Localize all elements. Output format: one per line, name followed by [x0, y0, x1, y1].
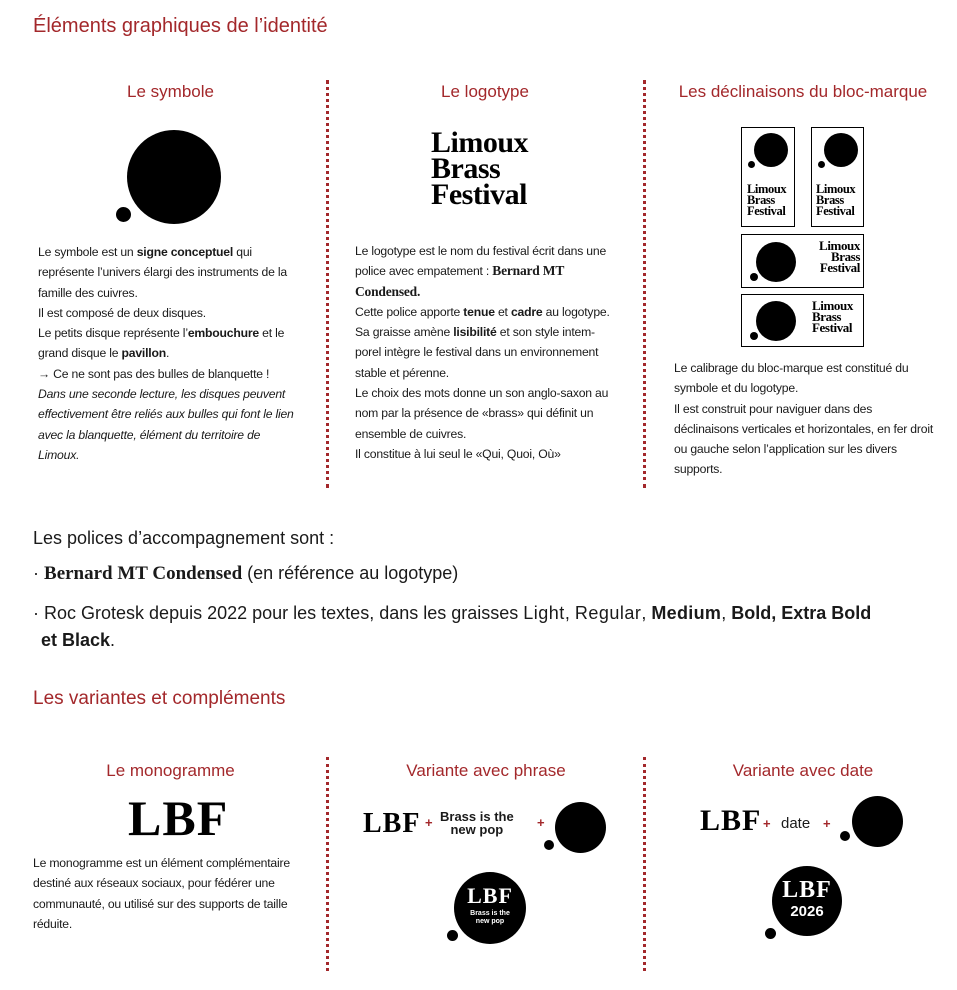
- bloc-marque-vertical-right: [811, 127, 864, 227]
- police-name-bernard: Bernard MT Condensed: [44, 563, 243, 584]
- variante-date-title: Variante avec date: [732, 761, 874, 780]
- weight-extra-bold: Extra Bold: [776, 603, 872, 623]
- bloc-marque-wordmark: Limoux Brass Festival: [812, 298, 853, 336]
- small-disc-icon: [750, 332, 758, 340]
- bloc-marque-vertical-left: [741, 127, 795, 227]
- column-divider: [326, 80, 329, 488]
- symbole-text: Le symbole est un signe conceptuel qui représente l’univers élargi des instruments de la famille des cuivres. Il est composé de deux disques. Le petits disque représente l’embouchure et le grand disque le pavillon. → Ce ne sont pas des bulles de blanquette ! Dans une seconde lecture, les disques peuvent effectivement être reliés aux bulles qui font le lien avec la blanquette, élément du territoire de Limoux.: [38, 245, 294, 462]
- declinaisons-text: Le calibrage du bloc-marque est constitué du symbole et du logotype. Il est construit pour naviguer dans des déclinaisons verticales et horizontales, en fer droit ou gauche selon l’application sur les divers supports.: [674, 361, 934, 477]
- weight-regular: Regular: [574, 603, 642, 623]
- column-divider: [326, 757, 329, 971]
- large-disc-icon: [754, 133, 788, 167]
- badge-lbf: LBF: [467, 883, 513, 908]
- variantes-title: Les variantes et compléments: [33, 688, 286, 709]
- small-disc-icon: [116, 207, 131, 222]
- small-disc-icon: [748, 161, 755, 168]
- small-disc-icon: [750, 273, 758, 281]
- declinaisons-title: Les déclinaisons du bloc-marque: [678, 82, 928, 101]
- small-disc-icon: [840, 831, 850, 841]
- column-divider: [643, 757, 646, 971]
- plus-icon: +: [425, 815, 433, 830]
- weight-medium: Medium: [651, 603, 722, 623]
- police-item-roc-grotesk: · Roc Grotesk depuis 2022 pour les textes, dans les graisses Light, Regular, Medium, Bold, Extra Bold et Black.: [33, 603, 872, 650]
- date-lbf: LBF: [700, 804, 762, 837]
- weight-light: Light: [523, 603, 565, 623]
- large-disc-icon: [756, 242, 796, 282]
- bullet: ·: [33, 603, 39, 623]
- badge-year: 2026: [790, 903, 824, 920]
- logotype-title: Le logotype: [441, 82, 529, 101]
- weight-black: et Black: [41, 630, 111, 650]
- monogramme-title: Le monogramme: [106, 761, 235, 780]
- logotype-text: Le logotype est le nom du festival écrit dans une police avec empatement : Bernard MT Condensed. Cette police apporte tenue et cadre au logotype. Sa graisse amène lisibilité et son style intem-porel intègre le festival dans un environnement stable et pérenne. Le choix des mots donne un son anglo-saxon au nom par la présence de «brass» qui définit un ensemble de cuivres. Il constitue à lui seul le «Qui, Quoi, Où»: [355, 244, 610, 461]
- column-divider: [643, 80, 646, 488]
- small-disc-icon: [544, 840, 554, 850]
- logotype-graphic: Limoux Brass Festival: [431, 126, 529, 211]
- phrase-lbf: LBF: [363, 808, 421, 839]
- bloc-marque-wordmark: Limoux Brass Festival: [819, 238, 860, 276]
- polices-intro: Les polices d’accompagnement sont :: [33, 528, 335, 548]
- plus-icon: +: [823, 816, 831, 831]
- date-word: date: [781, 815, 811, 832]
- large-disc-icon: [852, 796, 903, 847]
- bloc-marque-horizontal-2: [741, 294, 864, 347]
- large-disc-icon: [756, 301, 796, 341]
- phrase-tagline: Brass is the new pop: [440, 809, 514, 837]
- small-disc-icon: [765, 928, 776, 939]
- plus-icon: +: [537, 815, 545, 830]
- weight-bold: Bold,: [731, 603, 777, 623]
- badge-tagline: Brass is the new pop: [470, 910, 510, 925]
- large-disc-icon: [127, 130, 221, 224]
- monogramme-logo: LBF: [128, 790, 229, 846]
- plus-icon: +: [763, 816, 771, 831]
- variante-phrase-title: Variante avec phrase: [406, 761, 566, 780]
- badge-lbf: LBF: [782, 877, 832, 903]
- police-item-bernard: · Bernard MT Condensed (en référence au logotype): [33, 563, 459, 584]
- small-disc-icon: [447, 930, 458, 941]
- bloc-marque-wordmark: Limoux Brass Festival: [747, 182, 787, 218]
- large-disc-icon: [824, 133, 858, 167]
- symbole-title: Le symbole: [127, 82, 214, 101]
- large-disc-icon: [555, 802, 606, 853]
- bullet: ·: [33, 563, 39, 583]
- monogramme-text: Le monogramme est un élément complémentaire destiné aux réseaux sociaux, pour fédérer une communauté, ou utilisé sur des supports de taille réduite.: [33, 856, 290, 931]
- bloc-marque-horizontal-1: [741, 234, 864, 288]
- bloc-marque-wordmark: Limoux Brass Festival: [816, 182, 856, 218]
- page-title: Éléments graphiques de l’identité: [33, 15, 328, 37]
- small-disc-icon: [818, 161, 825, 168]
